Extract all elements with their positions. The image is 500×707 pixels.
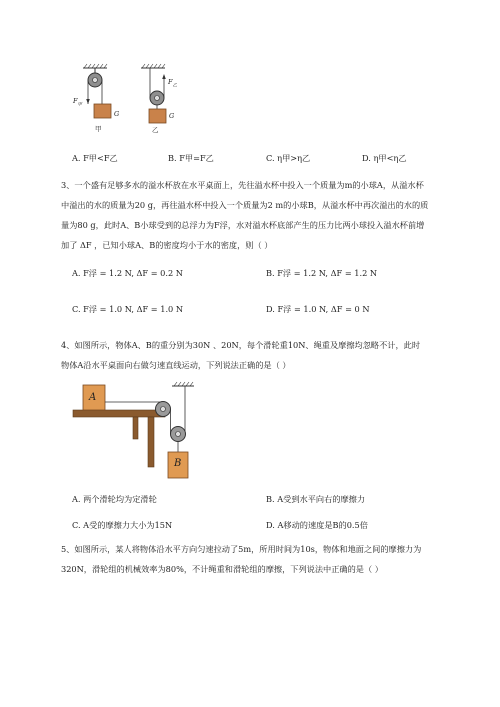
q3-stem	[61, 175, 428, 255]
table-leg	[133, 417, 138, 439]
q3-option-c[interactable]: C. F浮 = 1.0 N, ΔF = 1.0 N	[72, 304, 184, 314]
q2-option-a[interactable]: A. F甲<F乙	[72, 153, 118, 163]
caption-left: 甲	[95, 125, 102, 133]
q4-stem	[61, 335, 420, 375]
force-label-left: $F_甲$	[73, 97, 83, 108]
force-label-right: $F_乙$	[168, 78, 178, 89]
q4-option-d[interactable]: D. A移动的速度是B的0.5倍	[266, 520, 368, 530]
q3-line: 量为80 g，此时A、B小球受到的总浮力为F浮，水对溢水杯底部产生的压力比两小球投入溢水杯前增	[61, 220, 425, 230]
q2-option-c[interactable]: C. η甲>η乙	[266, 153, 311, 163]
caption-right: 乙	[152, 126, 159, 134]
q5-line: 5、如图所示，某人将物体沿水平方向匀速拉动了5m，所用时间为10s，物体和地面之间的摩擦力为	[61, 544, 422, 554]
q3-option-d[interactable]: D. F浮 = 1.0 N, ΔF = 0 N	[266, 304, 370, 314]
q5-line: 320N，滑轮组的机械效率为80%，不计绳重和滑轮组的摩擦，下列说法中正确的是（ ）	[61, 564, 383, 574]
pulley-figure	[70, 62, 200, 138]
q3-option-a[interactable]: A. F浮 = 1.2 N, ΔF = 0.2 N	[72, 268, 183, 278]
block-a-label: A	[89, 392, 97, 403]
q4-line: 物体A沿水平桌面向右做匀速直线运动，下列说法正确的是（ ）	[61, 360, 291, 370]
block-b-label: B	[174, 458, 182, 469]
q3-line: 中溢出的水的质量为20 g，再往溢水杯中投入一个质量为2 m的小球B，从溢水杯中再次溢出的水的质	[61, 200, 429, 210]
weight-box-right	[149, 109, 166, 123]
q4-option-c[interactable]: C. A受的摩擦力大小为15N	[72, 520, 173, 530]
q3-option-b[interactable]: B. F浮 = 1.2 N, ΔF = 1.2 N	[266, 268, 378, 278]
q3-line: 加了 ΔF ，已知小球A、B的密度均小于水的密度，则（ ）	[61, 240, 273, 250]
q2-option-d[interactable]: D. η甲<η乙	[362, 153, 407, 163]
q5-stem	[61, 539, 421, 579]
weight-box-left	[94, 104, 111, 118]
q4-option-a[interactable]: A. 两个滑轮均为定滑轮	[72, 494, 157, 504]
table-top	[73, 410, 165, 417]
weight-label-right: G	[169, 112, 175, 120]
q3-line: 3、一个盛有足够多水的溢水杯放在水平桌面上，先往溢水杯中投入一个质量为m的小球A，从溢水杯	[61, 180, 424, 190]
q4-line: 4、如图所示，物体A、B的重分别为30N 、20N，每个滑轮重10N、绳重及摩擦均忽略不计，此时	[61, 340, 421, 350]
q2-option-b[interactable]: B. F甲=F乙	[168, 153, 214, 163]
q4-option-b[interactable]: B. A受到水平向右的摩擦力	[266, 494, 366, 504]
weight-label-left: G	[114, 110, 120, 118]
table-leg	[148, 417, 154, 467]
